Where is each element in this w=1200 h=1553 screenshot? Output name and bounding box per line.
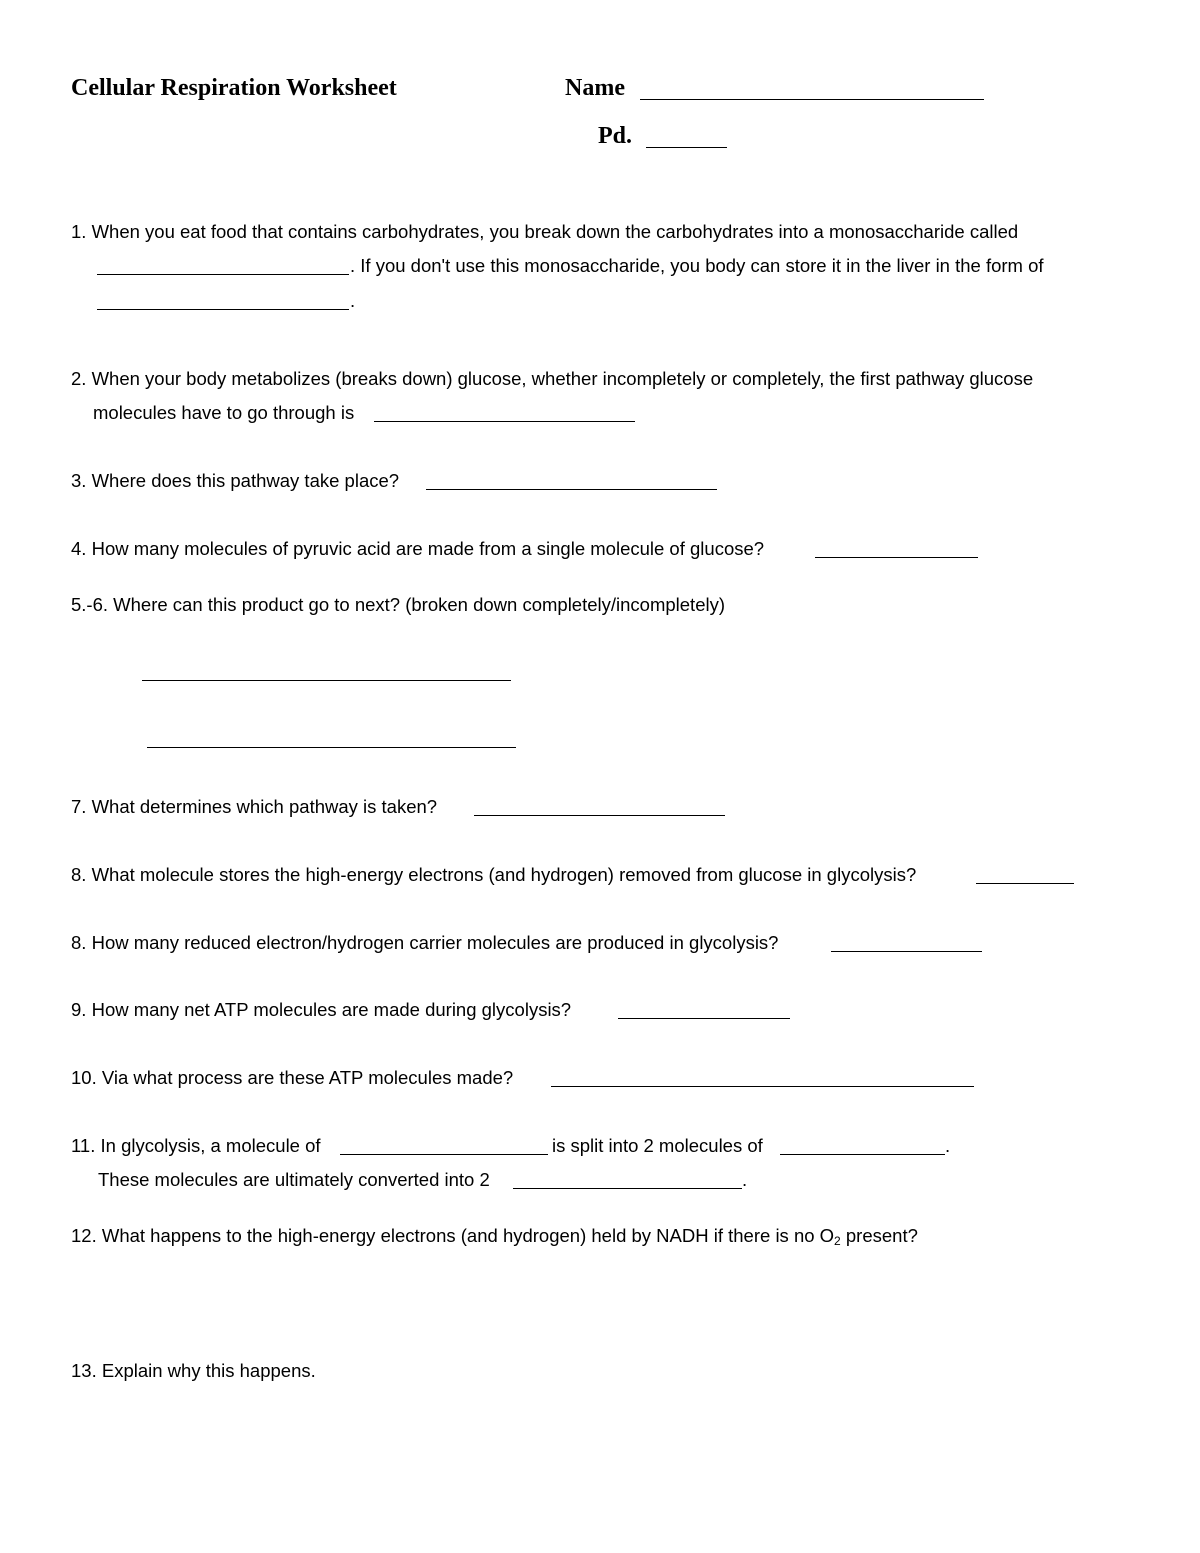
question-11-line-2-end: .	[742, 1169, 748, 1190]
question-8b	[71, 934, 778, 953]
question-12	[71, 1227, 918, 1247]
question-number: 12.	[71, 1225, 97, 1246]
question-1-line-3: .	[350, 290, 356, 311]
name-label: Name	[565, 75, 625, 101]
question-number: 10.	[71, 1067, 97, 1088]
answer-line-q8a[interactable]	[976, 883, 1074, 884]
question-text: Explain why this happens.	[101, 1360, 316, 1381]
question-number: 1.	[71, 221, 87, 242]
question-number: 13.	[71, 1360, 97, 1381]
question-1-line-2: . If you don't use this monosaccharide, you body can store it in the liver in the form of	[350, 255, 1044, 276]
question-3	[71, 472, 399, 491]
answer-line-q8b[interactable]	[831, 951, 982, 952]
question-10	[71, 1069, 513, 1088]
question-11-line-1	[71, 1137, 321, 1156]
answer-line-q1-b[interactable]	[97, 309, 349, 310]
period-field-line[interactable]	[646, 147, 727, 148]
question-text: How many net ATP molecules are made during glycolysis?	[91, 999, 572, 1020]
question-text: Via what process are these ATP molecules made?	[101, 1067, 514, 1088]
answer-line-q2[interactable]	[374, 421, 635, 422]
question-number: 3.	[71, 470, 87, 491]
question-13	[71, 1362, 316, 1381]
question-1-line-1	[71, 223, 1018, 242]
question-4	[71, 540, 764, 559]
question-11-mid-text: is split into 2 molecules of	[552, 1135, 763, 1156]
answer-line-q4[interactable]	[815, 557, 978, 558]
question-number: 5.-6.	[71, 594, 109, 615]
question-2-line-1	[71, 370, 1033, 389]
question-5-6	[71, 596, 725, 615]
answer-line-q1-a[interactable]	[97, 274, 349, 275]
question-text: When you eat food that contains carbohydrates, you break down the carbohydrates into a monosaccharide called	[91, 221, 1019, 242]
question-text: In glycolysis, a molecule of	[100, 1135, 321, 1156]
name-field-line[interactable]	[640, 99, 984, 100]
question-9	[71, 1001, 571, 1020]
answer-line-q9[interactable]	[618, 1018, 790, 1019]
question-text: What molecule stores the high-energy electrons (and hydrogen) removed from glucose in glycolysis?	[91, 864, 917, 885]
answer-line-q7[interactable]	[474, 815, 725, 816]
answer-line-q6[interactable]	[147, 747, 516, 748]
question-8a	[71, 866, 916, 885]
question-number: 8.	[71, 864, 87, 885]
question-number: 7.	[71, 796, 87, 817]
answer-line-q3[interactable]	[426, 489, 717, 490]
question-text: How many reduced electron/hydrogen carrier molecules are produced in glycolysis?	[91, 932, 779, 953]
question-text: Where can this product go to next? (broken down completely/incompletely)	[113, 594, 726, 615]
answer-line-q11-b[interactable]	[780, 1154, 945, 1155]
question-7	[71, 798, 437, 817]
question-number: 11.	[71, 1135, 96, 1156]
question-number: 8.	[71, 932, 87, 953]
question-text: What determines which pathway is taken?	[91, 796, 438, 817]
question-text: How many molecules of pyruvic acid are made from a single molecule of glucose?	[91, 538, 765, 559]
question-text: Where does this pathway take place?	[91, 470, 400, 491]
question-number: 2.	[71, 368, 87, 389]
question-text: When your body metabolizes (breaks down) glucose, whether incompletely or completely, the first pathway glucose	[91, 368, 1034, 389]
question-2-line-2: molecules have to go through is	[93, 402, 355, 423]
answer-line-q5[interactable]	[142, 680, 511, 681]
answer-line-q11-c[interactable]	[513, 1188, 742, 1189]
worksheet-title: Cellular Respiration Worksheet	[71, 75, 397, 101]
subscript: 2	[834, 1234, 841, 1248]
question-number: 9.	[71, 999, 87, 1020]
question-number: 4.	[71, 538, 87, 559]
question-11-line-2: These molecules are ultimately converted into 2	[98, 1169, 490, 1190]
question-11-end-text: .	[945, 1135, 951, 1156]
period-label: Pd.	[598, 123, 633, 149]
answer-line-q11-a[interactable]	[340, 1154, 548, 1155]
question-text: What happens to the high-energy electrons (and hydrogen) held by NADH if there is no $O_2$ present?	[101, 1225, 918, 1248]
answer-line-q10[interactable]	[551, 1086, 974, 1087]
